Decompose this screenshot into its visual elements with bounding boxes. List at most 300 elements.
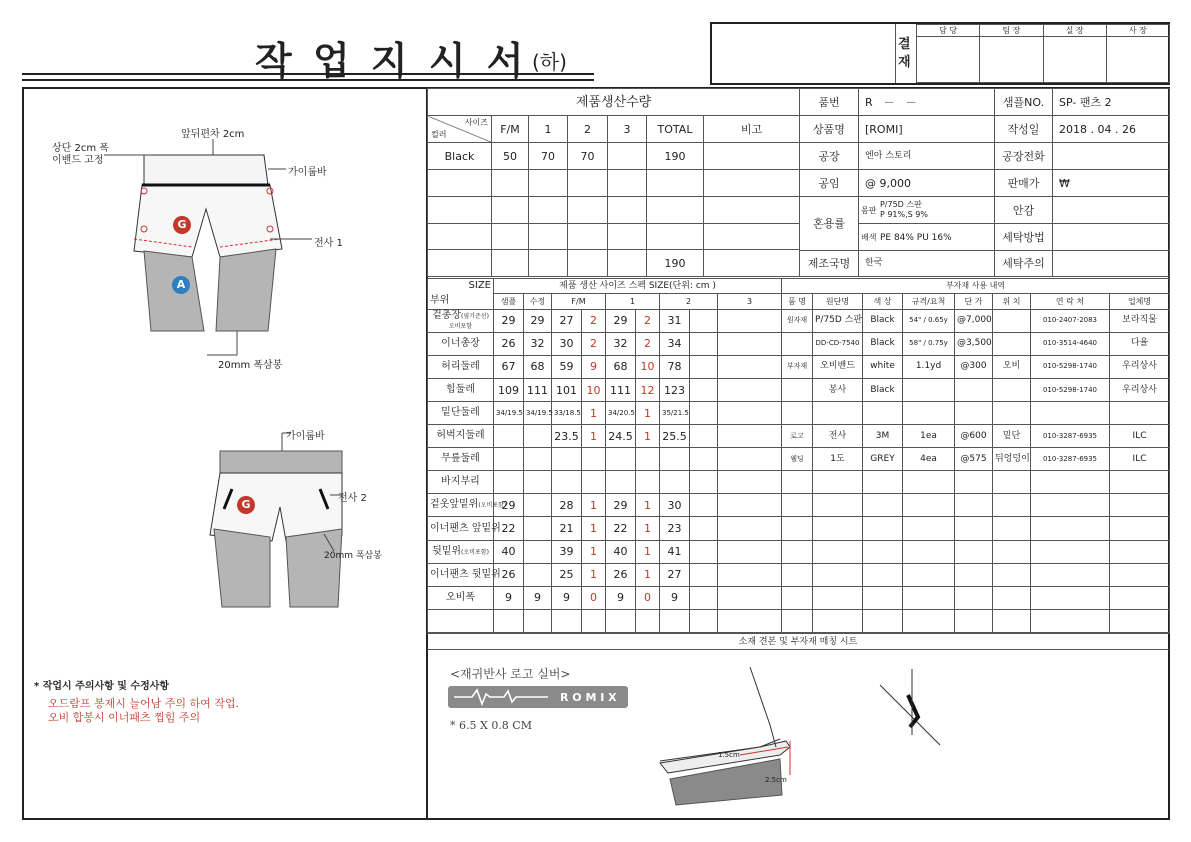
label-front-diff: 앞뒤편차 2cm (181, 129, 245, 140)
spec-cell[interactable]: 123 (660, 379, 690, 402)
spec-cell[interactable]: 40 (494, 540, 524, 563)
acc-cell[interactable] (1031, 471, 1110, 494)
acc-cell[interactable] (1110, 563, 1170, 586)
acc-cell[interactable]: DD-CD-7540 (813, 332, 863, 355)
acc-cell[interactable] (903, 540, 955, 563)
acc-cell[interactable] (993, 517, 1031, 540)
spec-cell[interactable]: 40 (606, 540, 636, 563)
spec-cell[interactable]: 0 (582, 586, 606, 609)
spec-cell[interactable] (606, 448, 636, 471)
spec-cell[interactable] (718, 540, 782, 563)
production-title: 제품생산수량 (428, 89, 800, 116)
acc-cell[interactable] (1031, 540, 1110, 563)
spec-cell[interactable]: 21 (552, 517, 582, 540)
main-fabric-val2: P 91%,S 9% (879, 210, 928, 219)
spec-cell[interactable] (690, 448, 718, 471)
acc-row (782, 425, 1170, 448)
spec-cell[interactable] (524, 425, 552, 448)
acc-header: 규격/요척 (903, 294, 955, 309)
spec-cell[interactable]: 1 (636, 517, 660, 540)
acc-cell[interactable] (782, 494, 813, 517)
spec-cell[interactable] (552, 471, 582, 494)
spec-cell[interactable] (718, 402, 782, 425)
spec-cell[interactable] (636, 471, 660, 494)
acc-cell[interactable]: 우리상사 (1110, 355, 1170, 378)
spec-cell[interactable]: 1 (636, 402, 660, 425)
spec-cell[interactable] (690, 471, 718, 494)
acc-cell[interactable]: 다율 (1110, 332, 1170, 355)
acc-cell[interactable]: 전사 (813, 425, 863, 448)
spec-cell[interactable]: 29 (524, 309, 552, 332)
approval-col-2: 팀 장 (980, 25, 1043, 37)
acc-cell[interactable]: 밑단 (993, 425, 1031, 448)
sign-cell[interactable] (1043, 37, 1106, 83)
spec-cell[interactable]: 41 (660, 540, 690, 563)
spec-cell[interactable] (660, 471, 690, 494)
spec-part-name: 이너팬츠 뒷밑위 (428, 563, 494, 586)
spec-cell[interactable]: 2 (636, 332, 660, 355)
spec-cell[interactable] (494, 448, 524, 471)
acc-cell[interactable]: 뒤엉덩이 (993, 448, 1031, 471)
spec-cell[interactable]: 22 (606, 517, 636, 540)
acc-cell[interactable]: ILC (1110, 425, 1170, 448)
acc-cell[interactable] (863, 586, 903, 609)
acc-cell[interactable]: 1도 (813, 448, 863, 471)
spec-part-name: 오비폭 (428, 586, 494, 609)
acc-cell[interactable]: 웰딩 (782, 448, 813, 471)
spec-cell[interactable]: 1 (636, 540, 660, 563)
prod-cell[interactable] (608, 143, 647, 170)
prod-cell[interactable]: 70 (529, 143, 568, 170)
spec-cell[interactable] (718, 309, 782, 332)
acc-cell[interactable] (1110, 402, 1170, 425)
acc-cell[interactable]: Black (863, 309, 903, 332)
size-color-header: 사이즈 컬러 (428, 116, 492, 143)
acc-cell[interactable]: 54" / 0.65y (903, 309, 955, 332)
spec-cell[interactable] (718, 563, 782, 586)
spec-cell[interactable] (690, 355, 718, 378)
spec-cell[interactable]: 39 (552, 540, 582, 563)
spec-row (428, 332, 782, 355)
spec-cell[interactable] (690, 517, 718, 540)
spec-cell[interactable]: 101 (552, 379, 582, 402)
spec-cell[interactable]: 109 (494, 379, 524, 402)
spec-cell[interactable] (718, 425, 782, 448)
spec-header: 2 (660, 294, 718, 309)
acc-cell[interactable]: 우리상사 (1110, 379, 1170, 402)
acc-cell[interactable] (993, 494, 1031, 517)
acc-cell[interactable] (1031, 586, 1110, 609)
spec-cell[interactable]: 25 (552, 563, 582, 586)
acc-row (782, 471, 1170, 494)
acc-cell[interactable] (863, 609, 903, 632)
spec-cell[interactable] (582, 448, 606, 471)
acc-cell[interactable] (993, 540, 1031, 563)
acc-row (782, 448, 1170, 471)
spec-row (428, 448, 782, 471)
acc-cell[interactable]: 4ea (903, 448, 955, 471)
spec-cell[interactable]: 12 (636, 379, 660, 402)
note-line-1: 오드람프 봉제시 늘어남 주의 하여 작업. (48, 697, 239, 710)
spec-part-name: 힙둘레 (428, 379, 494, 402)
spec-cell[interactable]: 26 (494, 332, 524, 355)
spec-cell[interactable]: 27 (660, 563, 690, 586)
acc-cell[interactable] (993, 471, 1031, 494)
prod-cell[interactable] (704, 143, 800, 170)
logo-size: * 6.5 X 0.8 CM (450, 719, 532, 732)
acc-cell[interactable] (782, 332, 813, 355)
spec-cell[interactable]: 9 (606, 586, 636, 609)
acc-cell[interactable] (903, 609, 955, 632)
spec-cell[interactable]: 32 (606, 332, 636, 355)
wash-method-value[interactable] (1053, 224, 1170, 251)
spec-cell[interactable] (690, 332, 718, 355)
acc-cell[interactable] (863, 402, 903, 425)
spec-cell[interactable]: 68 (606, 355, 636, 378)
prod-cell[interactable]: 70 (568, 143, 608, 170)
spec-cell[interactable]: 34/19.5 (494, 402, 524, 425)
acc-cell[interactable] (903, 586, 955, 609)
back-shorts (210, 451, 342, 607)
spec-cell[interactable]: 1 (636, 563, 660, 586)
acc-cell[interactable] (1110, 540, 1170, 563)
acc-cell[interactable]: 010-5298-1740 (1031, 379, 1110, 402)
acc-cell[interactable]: @600 (955, 425, 993, 448)
acc-cell[interactable] (1110, 609, 1170, 632)
acc-row (782, 540, 1170, 563)
spec-cell[interactable]: 9 (494, 586, 524, 609)
acc-cell[interactable]: 010-3287-6935 (1031, 448, 1110, 471)
acc-cell[interactable]: 010-3514-4640 (1031, 332, 1110, 355)
acc-cell[interactable] (955, 494, 993, 517)
acc-cell[interactable] (863, 563, 903, 586)
spec-cell[interactable]: 9 (552, 586, 582, 609)
acc-cell[interactable] (955, 540, 993, 563)
spec-cell[interactable]: 29 (494, 494, 524, 517)
acc-cell[interactable] (903, 402, 955, 425)
spec-cell[interactable]: 78 (660, 355, 690, 378)
acc-cell[interactable] (903, 494, 955, 517)
acc-cell[interactable]: @7,000 (955, 309, 993, 332)
spec-cell[interactable] (718, 355, 782, 378)
acc-cell[interactable] (903, 471, 955, 494)
product-name-value[interactable]: [ROMI] (859, 116, 995, 143)
spec-cell[interactable] (494, 425, 524, 448)
acc-cell[interactable]: 보라직물 (1110, 309, 1170, 332)
prod-header: 비고 (704, 116, 800, 143)
acc-cell[interactable]: white (863, 355, 903, 378)
acc-cell[interactable] (993, 563, 1031, 586)
accessories-title: 부자재 사용 내역 (782, 279, 1170, 294)
spec-cell[interactable]: 111 (524, 379, 552, 402)
sign-cell[interactable] (1106, 37, 1169, 83)
prod-total: 190 (647, 250, 704, 277)
label-guide-1: 가이룹바 (288, 167, 327, 178)
acc-cell[interactable]: 1ea (903, 425, 955, 448)
acc-cell[interactable] (955, 517, 993, 540)
spec-cell[interactable]: 34/19.5 (524, 402, 552, 425)
spec-cell[interactable]: 33/18.5 (552, 402, 582, 425)
acc-cell[interactable] (782, 563, 813, 586)
care-value[interactable] (1053, 251, 1170, 277)
acc-cell[interactable] (993, 586, 1031, 609)
spec-cell[interactable] (690, 586, 718, 609)
spec-cell[interactable] (690, 494, 718, 517)
spec-cell[interactable] (636, 448, 660, 471)
spec-cell[interactable]: 1 (582, 517, 606, 540)
acc-cell[interactable]: 봉사 (813, 379, 863, 402)
approval-box (710, 22, 1170, 85)
spec-cell[interactable] (718, 448, 782, 471)
acc-cell[interactable] (1031, 609, 1110, 632)
spec-cell[interactable]: 9 (660, 586, 690, 609)
spec-cell[interactable] (718, 332, 782, 355)
spec-cell[interactable]: 29 (606, 309, 636, 332)
spec-cell[interactable] (494, 471, 524, 494)
lining-side-value[interactable] (1053, 197, 1170, 224)
spec-cell[interactable] (718, 517, 782, 540)
acc-cell[interactable] (782, 402, 813, 425)
spec-cell[interactable]: 2 (636, 309, 660, 332)
factory-value[interactable]: 엔아 스토리 (859, 143, 995, 170)
acc-cell[interactable]: 010-2407-2083 (1031, 309, 1110, 332)
spec-cell[interactable] (606, 471, 636, 494)
acc-cell[interactable]: GREY (863, 448, 903, 471)
approval-col-4: 사 장 (1106, 25, 1169, 37)
date-value[interactable]: 2018 . 04 . 26 (1053, 116, 1170, 143)
acc-header: 업체명 (1110, 294, 1170, 309)
spec-cell[interactable] (524, 494, 552, 517)
acc-cell[interactable] (813, 586, 863, 609)
factory-phone-value[interactable] (1053, 143, 1170, 170)
acc-cell[interactable]: 부자재 (782, 355, 813, 378)
acc-cell[interactable] (863, 540, 903, 563)
acc-cell[interactable] (903, 563, 955, 586)
size-spec-table (427, 278, 782, 633)
spec-cell[interactable] (718, 494, 782, 517)
acc-cell[interactable] (813, 494, 863, 517)
acc-cell[interactable] (955, 379, 993, 402)
acc-cell[interactable] (813, 402, 863, 425)
main-fabric-val1: P/75D 스판 (879, 200, 922, 209)
acc-cell[interactable]: 원자재 (782, 309, 813, 332)
spec-cell[interactable]: 10 (582, 379, 606, 402)
acc-row (782, 609, 1170, 632)
acc-cell[interactable] (955, 609, 993, 632)
info-label: 판매가 (995, 170, 1053, 197)
spec-cell[interactable] (718, 471, 782, 494)
spec-cell[interactable]: 30 (552, 332, 582, 355)
acc-cell[interactable]: 3M (863, 425, 903, 448)
acc-cell[interactable] (993, 379, 1031, 402)
spec-cell[interactable]: 23 (660, 517, 690, 540)
spec-cell[interactable] (690, 379, 718, 402)
acc-cell[interactable] (993, 609, 1031, 632)
acc-cell[interactable] (782, 609, 813, 632)
spec-cell[interactable]: 27 (552, 309, 582, 332)
spec-cell[interactable]: 1 (582, 402, 606, 425)
spec-part-name: 무릎둘레 (428, 448, 494, 471)
spec-cell[interactable] (660, 448, 690, 471)
acc-cell[interactable]: @300 (955, 355, 993, 378)
acc-cell[interactable] (903, 379, 955, 402)
spec-cell[interactable]: 1 (582, 563, 606, 586)
sample-no-value[interactable]: SP- 팬츠 2 (1053, 89, 1170, 116)
spec-row (428, 355, 782, 378)
dim-label-1: 1.5cm (718, 751, 740, 759)
acc-cell[interactable] (955, 402, 993, 425)
acc-cell[interactable]: 010-3287-6935 (1031, 425, 1110, 448)
spec-cell[interactable]: 28 (552, 494, 582, 517)
doc-title: 작 업 지 시 서 (255, 39, 528, 83)
acc-cell[interactable]: @575 (955, 448, 993, 471)
acc-cell[interactable]: 로고 (782, 425, 813, 448)
spec-cell[interactable]: 24.5 (606, 425, 636, 448)
spec-cell[interactable] (690, 309, 718, 332)
acc-cell[interactable] (813, 471, 863, 494)
item-no-value[interactable]: R － － (859, 89, 995, 116)
acc-cell[interactable] (782, 586, 813, 609)
prod-cell[interactable]: 50 (492, 143, 529, 170)
spec-cell[interactable]: 35/21.5 (660, 402, 690, 425)
acc-cell[interactable] (993, 309, 1031, 332)
acc-row (782, 379, 1170, 402)
acc-cell[interactable]: 010-5298-1740 (1031, 355, 1110, 378)
spec-cell[interactable]: 29 (606, 494, 636, 517)
spec-cell[interactable]: 34/20.5 (606, 402, 636, 425)
acc-cell[interactable] (1110, 471, 1170, 494)
acc-cell[interactable] (1031, 494, 1110, 517)
spec-cell[interactable]: 68 (524, 355, 552, 378)
acc-cell[interactable]: 1.1yd (903, 355, 955, 378)
acc-cell[interactable] (863, 471, 903, 494)
spec-cell[interactable]: 9 (582, 355, 606, 378)
spec-cell[interactable]: 1 (582, 540, 606, 563)
acc-header: 위 치 (993, 294, 1031, 309)
spec-cell[interactable]: 1 (636, 494, 660, 517)
spec-cell[interactable]: 59 (552, 355, 582, 378)
spec-part-name: 겉옷앞밑위(오비포함) (428, 494, 494, 517)
spec-cell[interactable] (690, 563, 718, 586)
acc-cell[interactable] (813, 609, 863, 632)
spec-cell[interactable]: 23.5 (552, 425, 582, 448)
acc-cell[interactable]: 오비밴드 (813, 355, 863, 378)
acc-cell[interactable] (782, 540, 813, 563)
acc-cell[interactable] (1110, 586, 1170, 609)
spec-cell[interactable]: 26 (494, 563, 524, 586)
info-label: 공임 (800, 170, 859, 197)
acc-cell[interactable] (782, 471, 813, 494)
spec-cell[interactable]: 67 (494, 355, 524, 378)
acc-cell[interactable] (993, 402, 1031, 425)
spec-cell[interactable]: 1 (582, 425, 606, 448)
spec-cell[interactable]: 25.5 (660, 425, 690, 448)
acc-cell[interactable] (813, 540, 863, 563)
spec-cell[interactable]: 0 (636, 586, 660, 609)
spec-row (428, 586, 782, 609)
spec-cell[interactable] (524, 448, 552, 471)
spec-cell[interactable]: 2 (582, 332, 606, 355)
spec-cell[interactable]: 2 (582, 309, 606, 332)
spec-cell[interactable] (524, 540, 552, 563)
acc-cell[interactable] (1031, 517, 1110, 540)
spec-cell[interactable]: 29 (494, 309, 524, 332)
acc-cell[interactable]: P/75D 스판 (813, 309, 863, 332)
price-value[interactable]: ₩ (1053, 170, 1170, 197)
spec-cell[interactable]: 1 (636, 425, 660, 448)
acc-cell[interactable] (955, 586, 993, 609)
spec-cell[interactable]: 10 (636, 355, 660, 378)
spec-cell[interactable] (690, 540, 718, 563)
acc-row (782, 586, 1170, 609)
spec-cell[interactable]: 1 (582, 494, 606, 517)
spec-cell[interactable]: 111 (606, 379, 636, 402)
spec-cell[interactable] (552, 448, 582, 471)
sign-cell[interactable] (917, 37, 980, 83)
acc-cell[interactable]: 오비 (993, 355, 1031, 378)
sign-cell[interactable] (980, 37, 1043, 83)
acc-cell[interactable] (782, 517, 813, 540)
spec-cell[interactable]: 34 (660, 332, 690, 355)
labor-cost-value[interactable]: @ 9,000 (859, 170, 995, 197)
acc-row (782, 355, 1170, 378)
spec-cell[interactable] (718, 379, 782, 402)
acc-cell[interactable] (1110, 494, 1170, 517)
prod-cell[interactable]: 190 (647, 143, 704, 170)
spec-cell[interactable] (718, 586, 782, 609)
lining-label: 배색 (861, 233, 877, 242)
acc-cell[interactable] (863, 517, 903, 540)
spec-cell[interactable] (690, 425, 718, 448)
acc-cell[interactable] (903, 517, 955, 540)
lining-side-label: 안감 (995, 197, 1053, 224)
spec-cell[interactable] (524, 471, 552, 494)
acc-cell[interactable] (813, 563, 863, 586)
label-print-2: 전사 2 (338, 493, 367, 504)
notes-title: * 작업시 주의사항 및 수정사항 (34, 681, 170, 692)
spec-cell[interactable] (524, 563, 552, 586)
acc-cell[interactable] (782, 379, 813, 402)
spec-part-name: 이너팬츠 앞밑위 (428, 517, 494, 540)
acc-cell[interactable] (863, 494, 903, 517)
acc-cell[interactable]: Black (863, 332, 903, 355)
acc-cell[interactable] (993, 332, 1031, 355)
acc-cell[interactable] (1110, 517, 1170, 540)
spec-cell[interactable]: 30 (660, 494, 690, 517)
country-value[interactable]: 한국 (859, 251, 995, 277)
acc-cell[interactable] (1031, 563, 1110, 586)
acc-cell[interactable]: @3,500 (955, 332, 993, 355)
acc-cell[interactable] (955, 471, 993, 494)
spec-cell[interactable] (690, 402, 718, 425)
spec-cell[interactable]: 26 (606, 563, 636, 586)
spec-cell[interactable] (524, 517, 552, 540)
spec-cell[interactable]: 22 (494, 517, 524, 540)
acc-cell[interactable]: 58" / 0.75y (903, 332, 955, 355)
lining-value: PE 84% PU 16% (879, 233, 952, 243)
acc-cell[interactable] (813, 517, 863, 540)
acc-cell[interactable] (1031, 402, 1110, 425)
acc-cell[interactable]: ILC (1110, 448, 1170, 471)
spec-cell[interactable]: 32 (524, 332, 552, 355)
spec-cell[interactable]: 9 (524, 586, 552, 609)
spec-cell[interactable]: 31 (660, 309, 690, 332)
spec-cell[interactable] (582, 471, 606, 494)
acc-cell[interactable] (955, 563, 993, 586)
spec-row (428, 517, 782, 540)
acc-cell[interactable]: Black (863, 379, 903, 402)
acc-row (782, 309, 1170, 332)
